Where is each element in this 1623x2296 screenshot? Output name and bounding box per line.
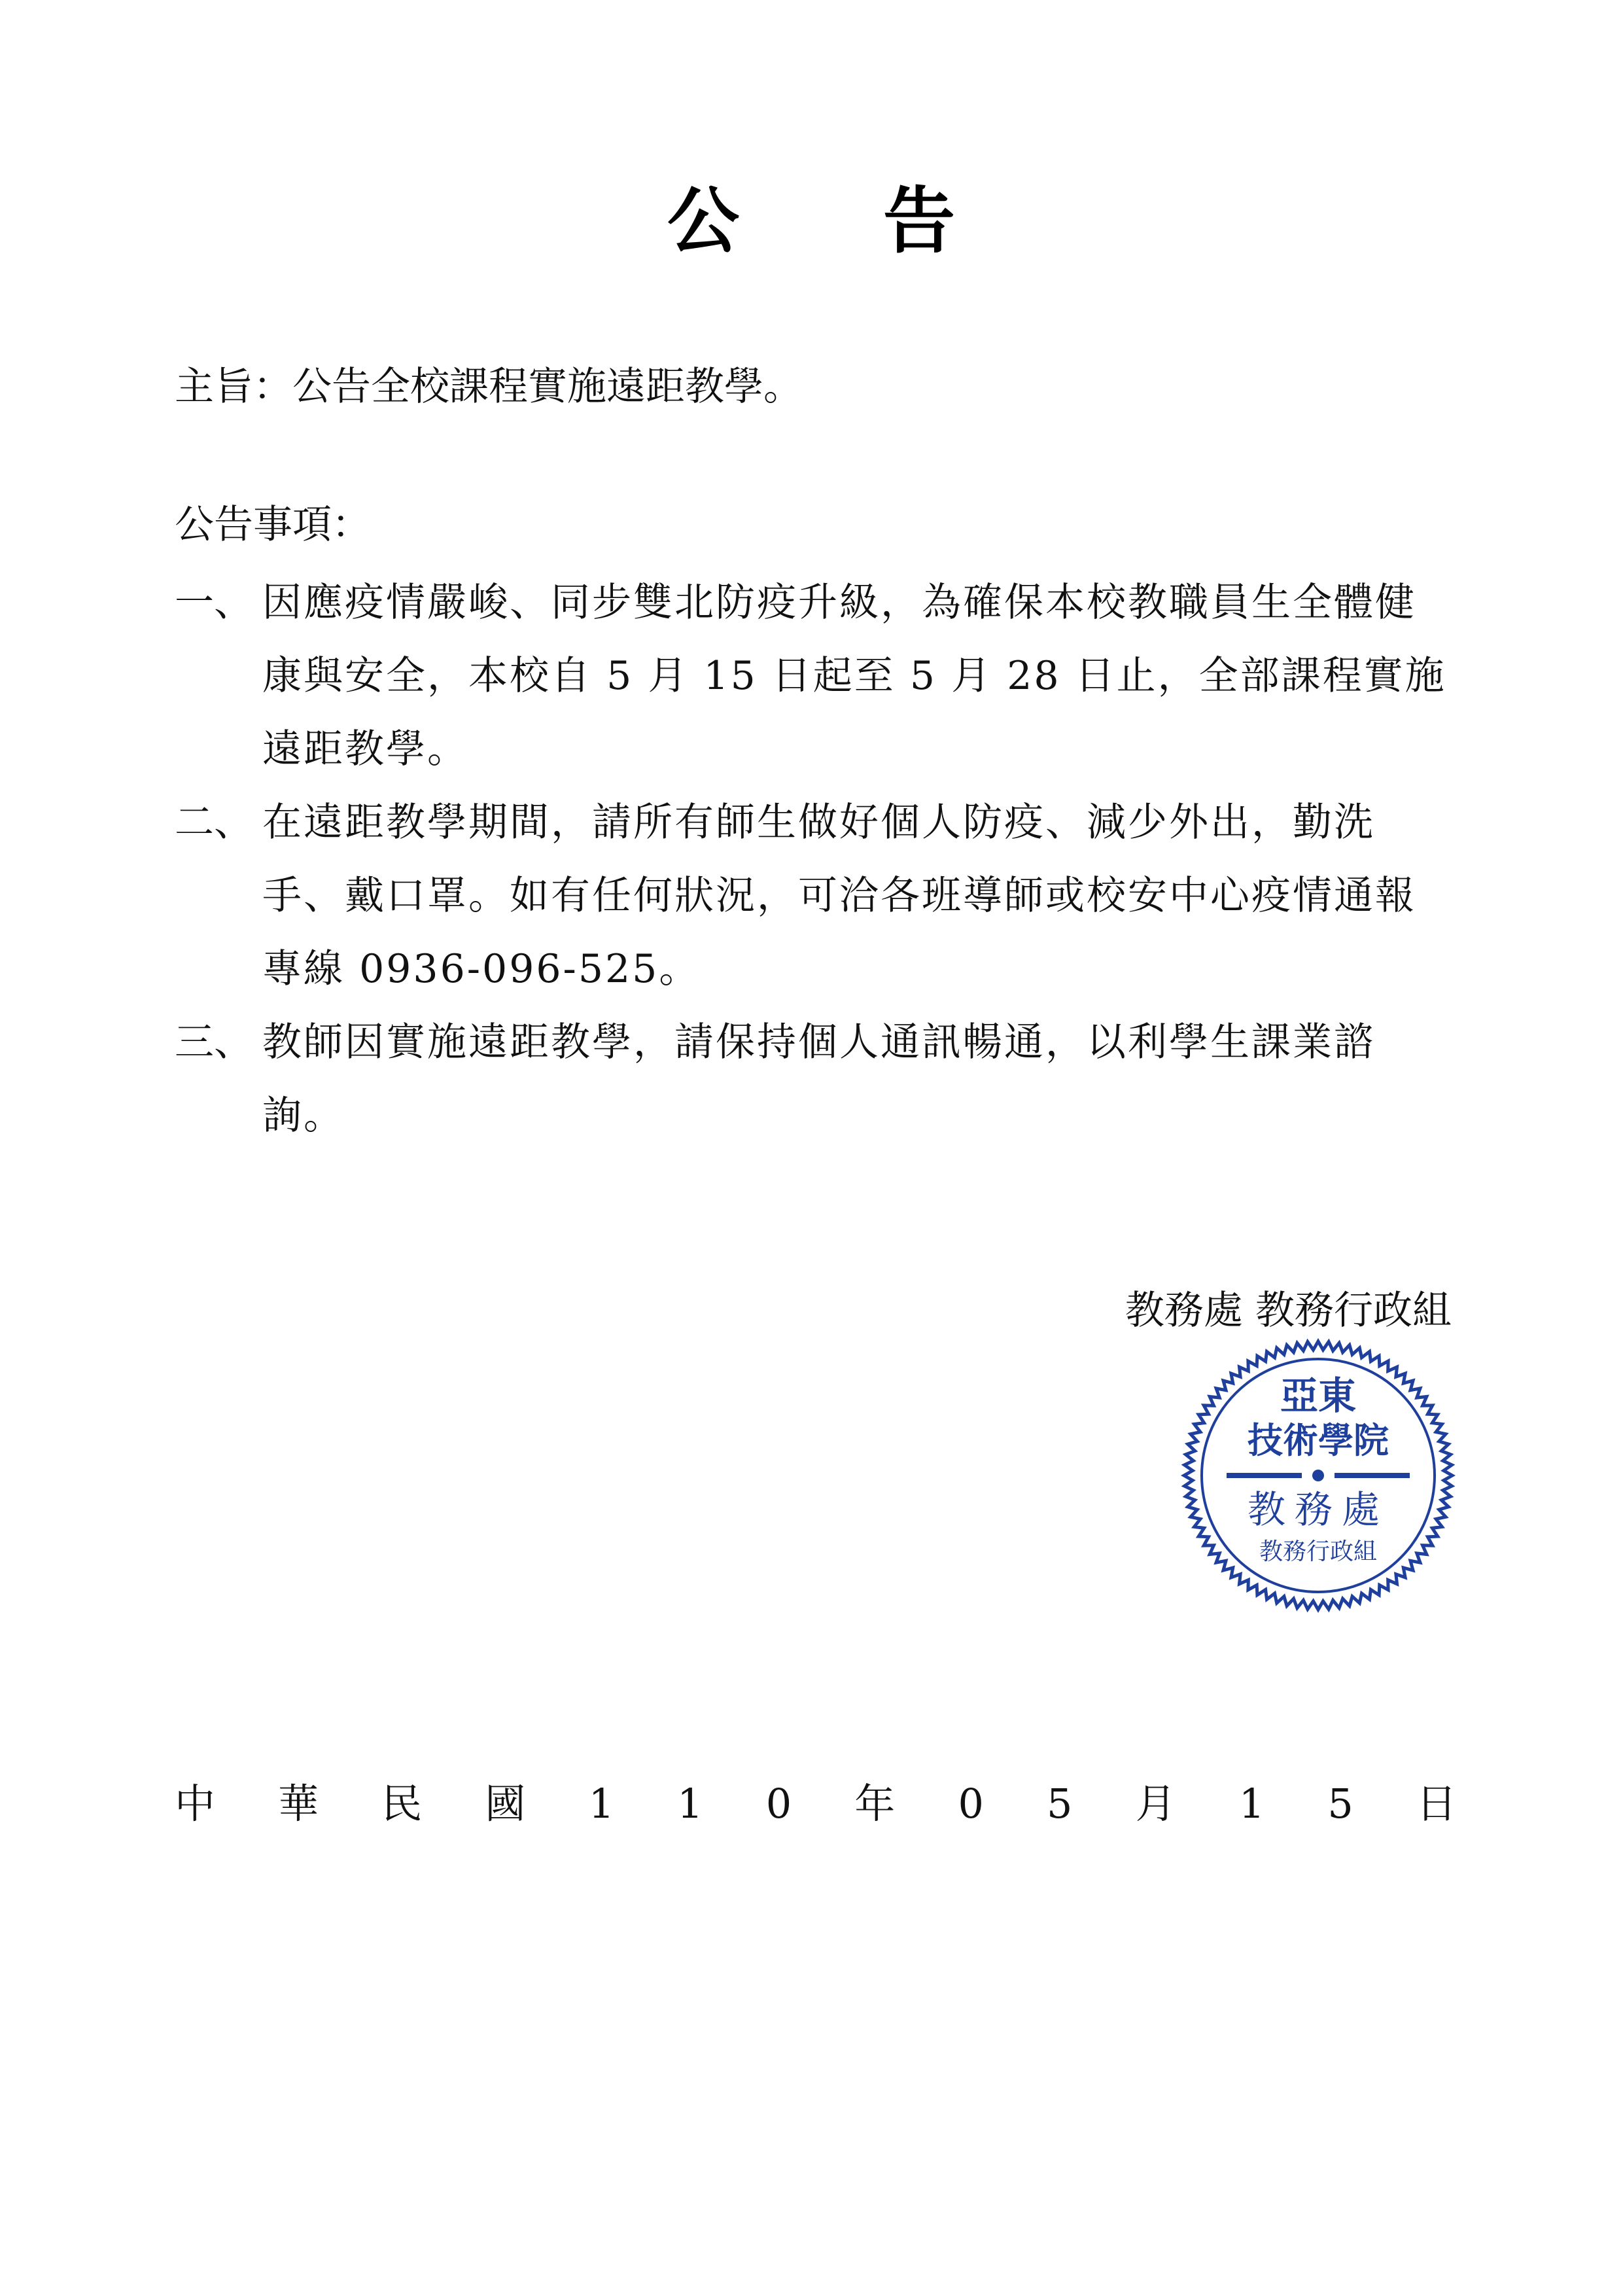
items-heading: 公告事項： xyxy=(175,502,371,548)
official-seal-stamp xyxy=(1181,1338,1456,1613)
item-text: 因應疫情嚴峻、同步雙北防疫升級，為確保本校教職員生全體健康與安全，本校自 5 月 15 日起至 5 月 28 日止，全部課程實施遠距教學。 xyxy=(262,580,1446,772)
seal-text-line2: 技術學院 xyxy=(1248,1419,1389,1461)
date-char: 0 xyxy=(765,1780,792,1828)
announcement-item-1 xyxy=(175,566,1457,786)
issue-date xyxy=(175,1775,1457,1833)
date-char: 中 xyxy=(175,1780,216,1828)
document-title: 公 告 xyxy=(667,179,955,263)
date-char: 5 xyxy=(1327,1780,1353,1828)
subject-line: 主旨：公告全校課程實施遠距教學。 xyxy=(175,364,803,410)
date-char: 國 xyxy=(485,1780,526,1828)
seal-text-line1: 亞東 xyxy=(1280,1373,1357,1418)
date-char: 日 xyxy=(1416,1780,1457,1828)
date-char: 年 xyxy=(854,1780,896,1828)
seal-text-line3: 教務處 xyxy=(1247,1487,1389,1532)
issuer-signature: 教務處 教務行政組 xyxy=(1125,1288,1452,1333)
date-char: 5 xyxy=(1047,1780,1073,1828)
announcement-item-3 xyxy=(175,1006,1457,1152)
item-marker: 二、 xyxy=(175,800,253,845)
announcement-item-2 xyxy=(175,786,1457,1006)
seal-text-line4: 教務行政組 xyxy=(1259,1538,1378,1565)
item-text: 在遠距教學期間，請所有師生做好個人防疫、減少外出，勤洗手、戴口罩。如有任何狀況，可洽各班導師或校安中心疫情通報專線 0936-096-525。 xyxy=(262,800,1416,992)
item-marker: 一、 xyxy=(175,580,253,626)
date-char: 月 xyxy=(1135,1780,1176,1828)
announcement-items xyxy=(175,566,1457,1152)
seal-divider-dot xyxy=(1312,1470,1324,1481)
date-char: 1 xyxy=(677,1780,703,1828)
item-marker: 三、 xyxy=(175,1019,253,1065)
date-char: 民 xyxy=(381,1780,423,1828)
date-char: 0 xyxy=(958,1780,984,1828)
item-text: 教師因實施遠距教學，請保持個人通訊暢通，以利學生課業諮詢。 xyxy=(262,1019,1375,1139)
date-char: 1 xyxy=(588,1780,615,1828)
date-char: 華 xyxy=(278,1780,319,1828)
date-char: 1 xyxy=(1238,1780,1265,1828)
